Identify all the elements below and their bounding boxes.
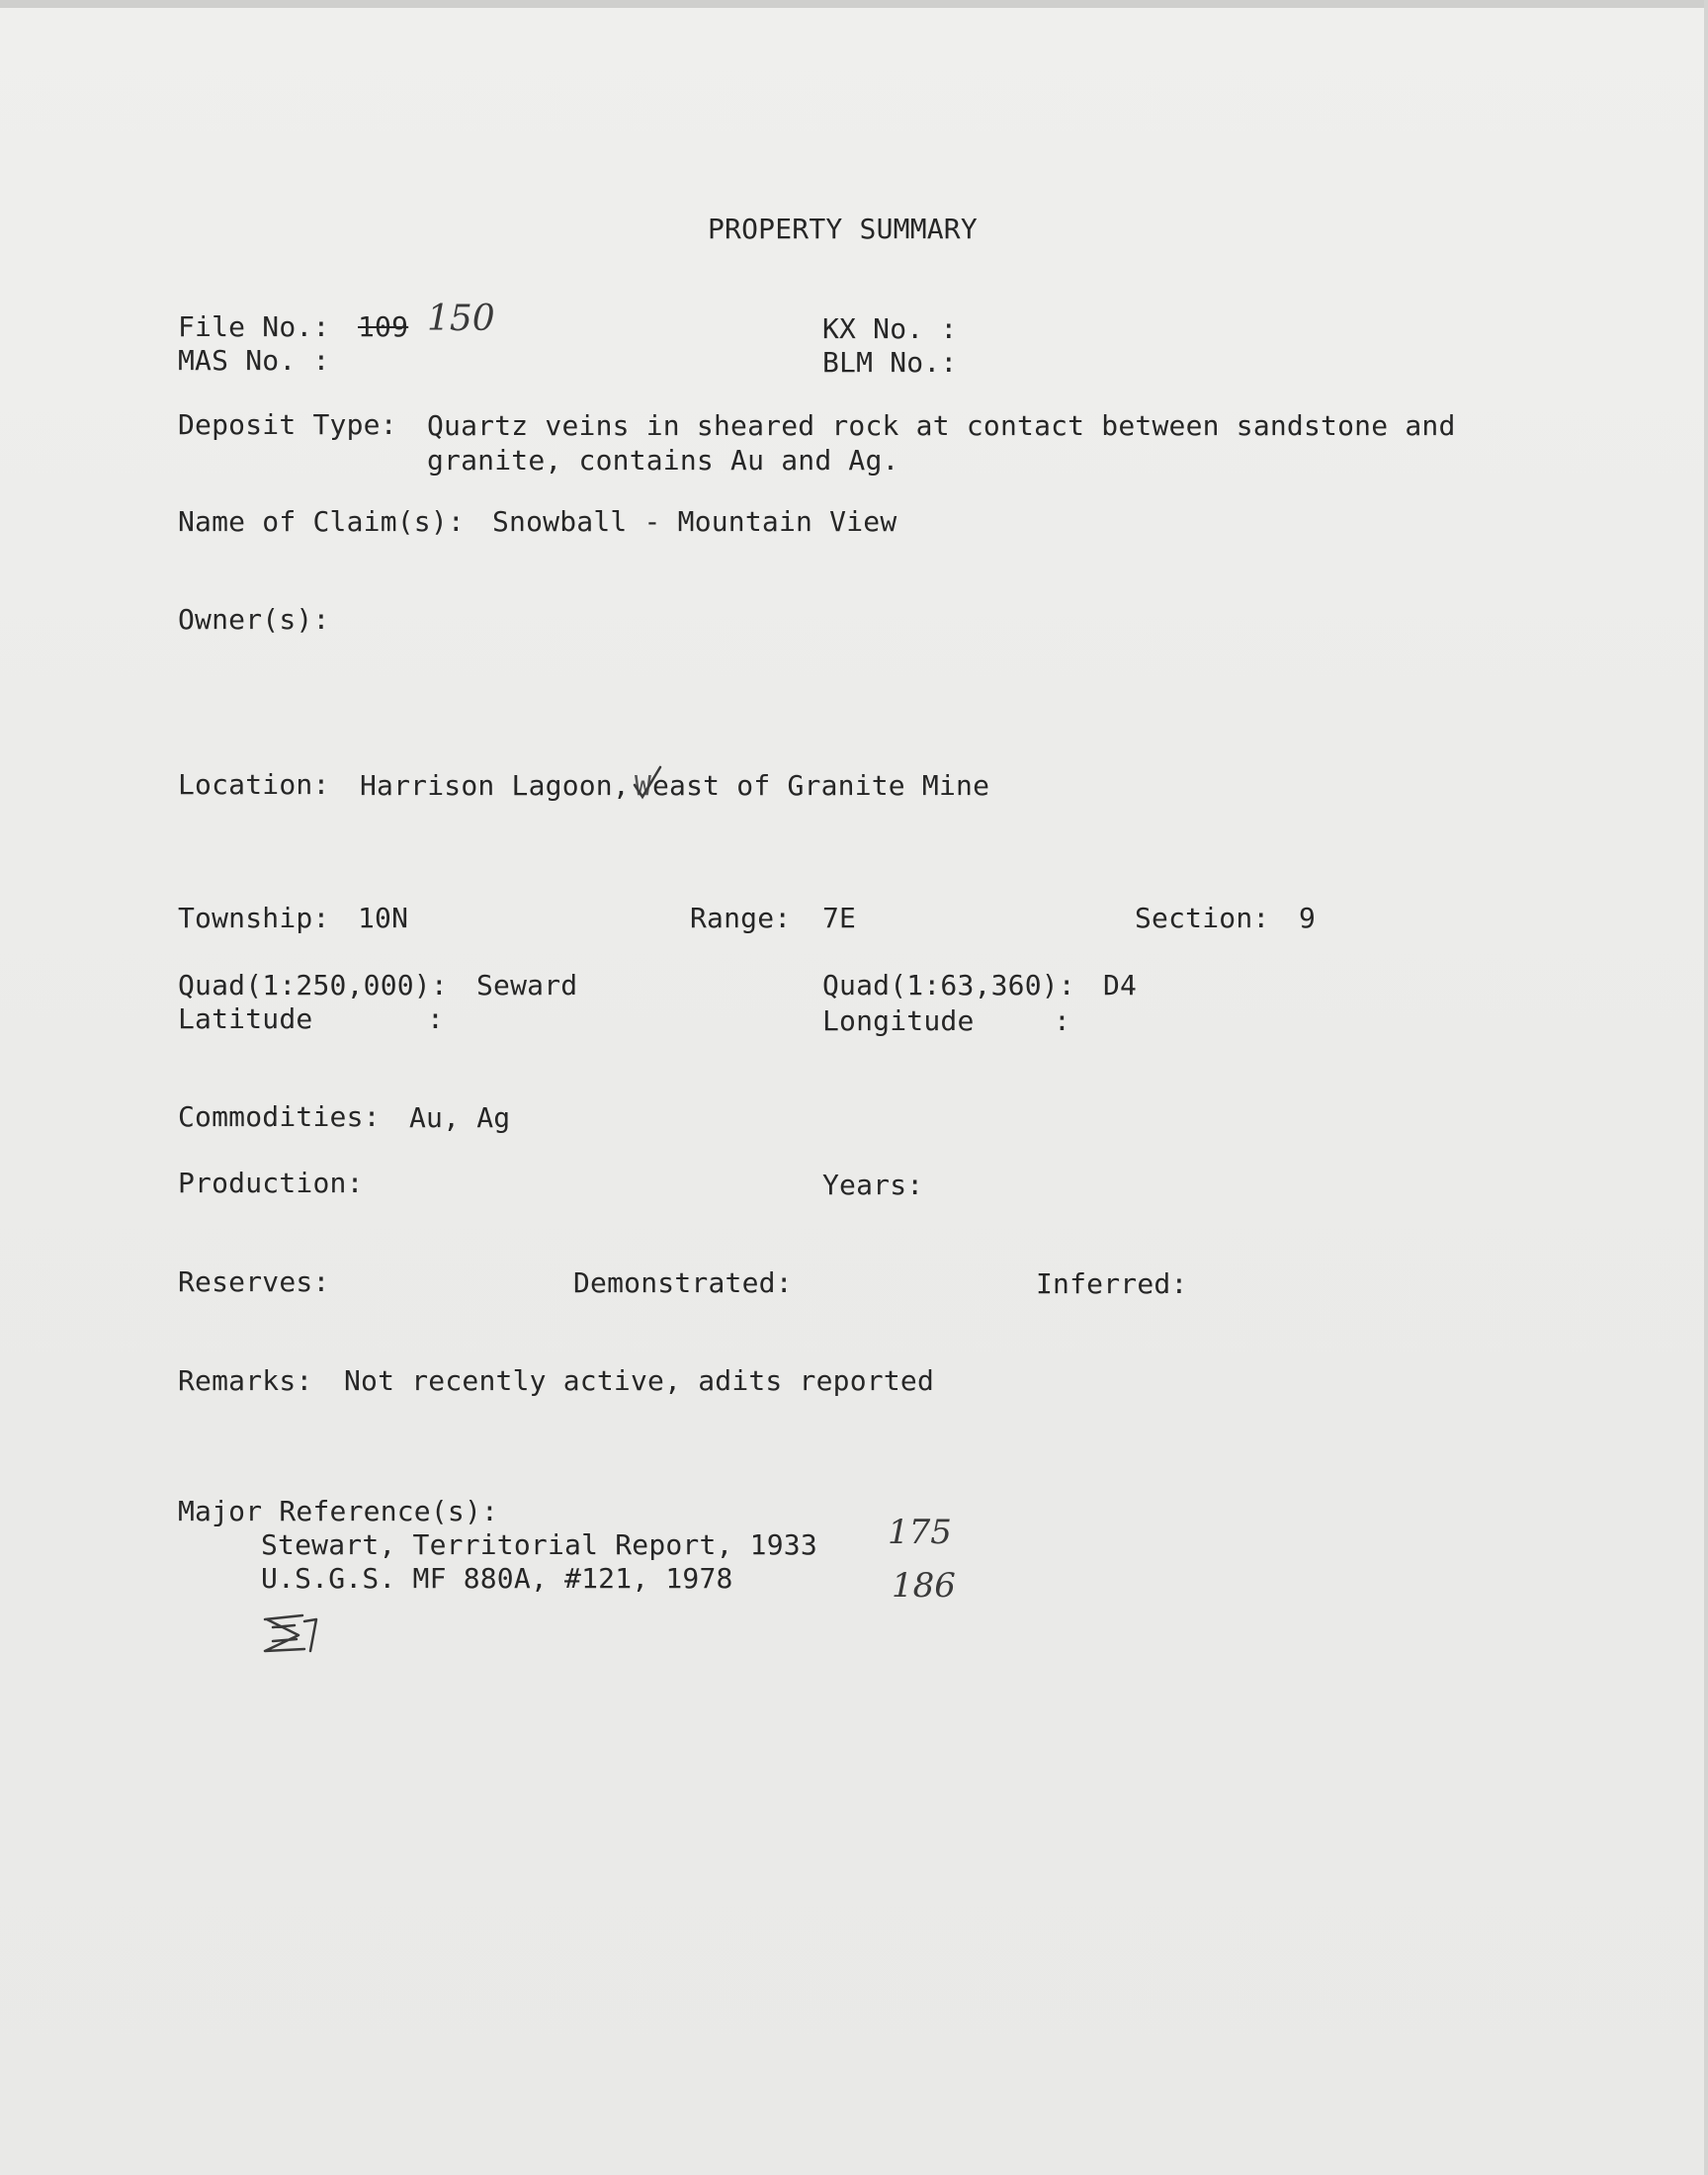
location-value-part-2: east of Granite Mine — [652, 769, 990, 802]
section-label: Section: — [1135, 902, 1270, 934]
claims-value: Snowball - Mountain View — [492, 505, 897, 538]
file-no-handwritten: 150 — [427, 299, 495, 339]
quad-250000-value: Seward — [476, 969, 578, 1001]
latitude-label: Latitude — [178, 1002, 313, 1035]
latitude-colon: : — [427, 1002, 445, 1035]
demonstrated-label: Demonstrated: — [573, 1266, 793, 1299]
scan-top-edge — [0, 0, 1708, 8]
location-value-part-1: Harrison Lagoon, — [360, 769, 630, 802]
township-value: 10N — [358, 902, 409, 934]
production-label: Production: — [178, 1167, 364, 1199]
years-label: Years: — [822, 1169, 924, 1201]
remarks-value: Not recently active, adits reported — [344, 1364, 935, 1397]
inferred-label: Inferred: — [1036, 1267, 1188, 1300]
longitude-label: Longitude — [822, 1004, 975, 1037]
range-label: Range: — [690, 902, 792, 934]
township-label: Township: — [178, 902, 330, 934]
deposit-type-line-1: Quartz veins in sheared rock at contact between sandstone and — [427, 409, 1456, 442]
commodities-label: Commodities: — [178, 1100, 381, 1133]
quad-250000-label: Quad(1:250,000): — [178, 969, 448, 1001]
file-no-label: File No.: — [178, 310, 330, 343]
location-label: Location: — [178, 768, 330, 801]
longitude-colon: : — [1054, 1004, 1071, 1037]
mas-no-label: MAS No. : — [178, 344, 330, 377]
page-title: PROPERTY SUMMARY — [708, 213, 978, 245]
remarks-label: Remarks: — [178, 1364, 313, 1397]
deposit-type-line-2: granite, contains Au and Ag. — [427, 444, 899, 477]
quad-63360-value: D4 — [1103, 969, 1138, 1001]
commodities-value: Au, Ag — [409, 1101, 511, 1134]
reference-item: U.S.G.S. MF 880A, #121, 1978 — [261, 1562, 733, 1595]
kx-no-label: KX No. : — [822, 312, 958, 345]
quad-63360-label: Quad(1:63,360): — [822, 969, 1075, 1001]
reserves-label: Reserves: — [178, 1265, 330, 1298]
references-label: Major Reference(s): — [178, 1495, 499, 1527]
blm-no-label: BLM No.: — [822, 346, 958, 379]
handwritten-check-mark — [631, 763, 664, 803]
deposit-type-label: Deposit Type: — [178, 408, 397, 441]
claims-label: Name of Claim(s): — [178, 505, 465, 538]
location-struck-letter: W — [635, 769, 652, 802]
scan-right-edge — [1704, 0, 1708, 2175]
handwritten-scribble-mark — [259, 1611, 338, 1657]
reference-item: Stewart, Territorial Report, 1933 — [261, 1528, 817, 1561]
file-no-typed-struck: 109 — [358, 310, 409, 343]
range-value: 7E — [822, 902, 857, 934]
owners-label: Owner(s): — [178, 603, 330, 636]
reference-note-handwritten: 175 — [888, 1513, 952, 1552]
section-value: 9 — [1299, 902, 1317, 934]
reference-note-handwritten: 186 — [892, 1566, 956, 1606]
